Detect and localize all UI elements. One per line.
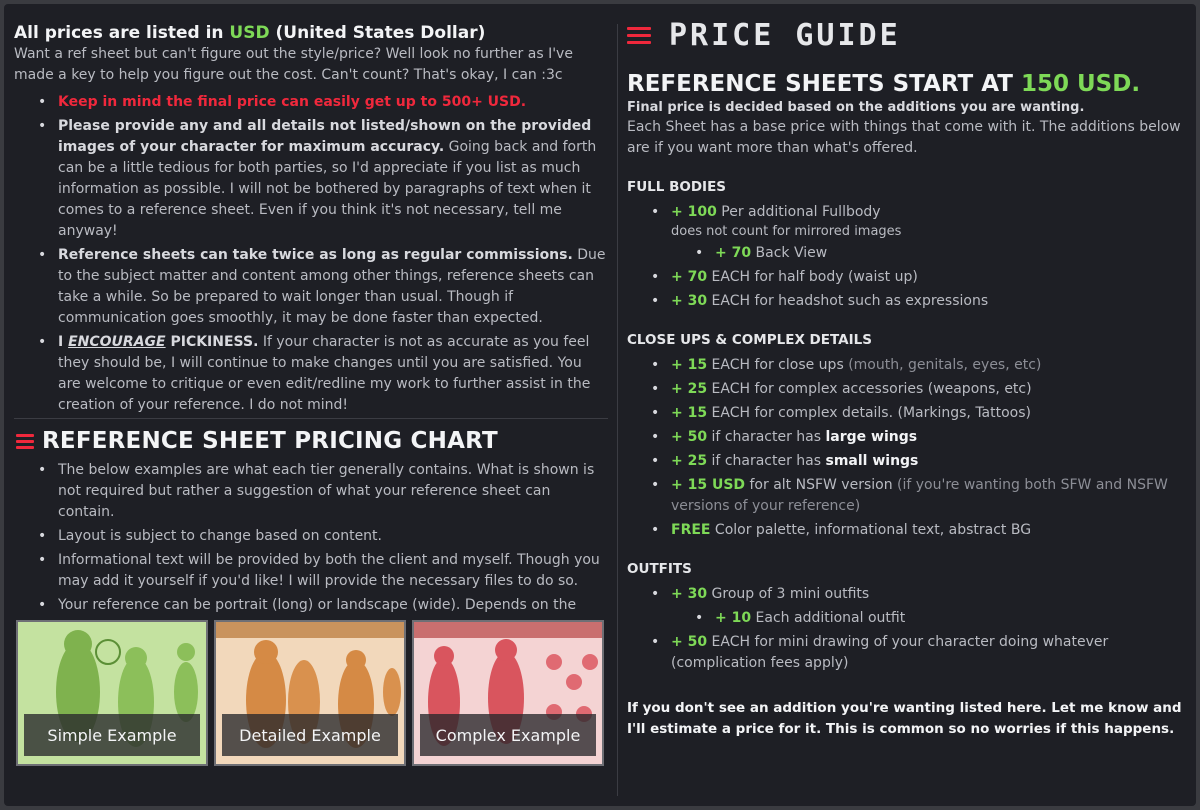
example-caption: Detailed Example <box>222 714 398 756</box>
price-emphasis: small wings <box>825 453 919 469</box>
list-item <box>58 332 608 416</box>
price-amount: + 70 <box>671 269 708 285</box>
list-item <box>671 202 1187 223</box>
close-ups-list <box>671 355 1187 541</box>
base-price-value: 150 USD. <box>1020 71 1141 97</box>
base-price-heading <box>627 70 1187 98</box>
mirror-note: does not count for mirrored images <box>671 224 902 239</box>
price-amount: + 15 USD <box>671 477 746 493</box>
price-amount: + 30 <box>671 586 708 602</box>
list-item <box>58 92 608 113</box>
close-ups-heading: CLOSE UPS & COMPLEX DETAILS <box>627 332 872 348</box>
details-heading: Please provide any and all details not listed/shown on the provided images of your character for maximum accuracy. <box>58 118 592 155</box>
price-desc: EACH for complex details. (Markings, Tattoos) <box>707 405 1032 421</box>
list-item <box>715 608 1187 629</box>
list-item <box>671 584 1187 605</box>
list-item <box>671 451 1187 472</box>
list-item <box>58 245 608 329</box>
list-item <box>671 475 1187 517</box>
price-desc: if character has <box>707 453 826 469</box>
outfits-sublist <box>715 608 1187 629</box>
pickiness-text: If your character is not as accurate as you feel they should be, I will continue to make changes until you are satisfied. You are welcome to critique or even edit/redline my work to further assist in the creation of your reference. I do not mind! <box>58 334 591 413</box>
pickiness-emphasis: ENCOURAGE <box>68 334 166 350</box>
price-muted: (mouth, genitals, eyes, etc) <box>843 357 1042 373</box>
price-amount: + 25 <box>671 381 708 397</box>
list-item: • The below examples are what each tier generally contains. What is shown is not required but rather a suggestion of what your reference sheet can contain. <box>58 460 610 523</box>
price-amount: + 10 <box>715 610 752 626</box>
details-text: Going back and forth can be a little tedious for both parties, so I'd appreciate if you list as much information as possible. I will not be bothered by paragraphs of text when it comes to a reference sheet. Even if you think it's not necessary, tell me anyway! <box>58 139 597 239</box>
price-desc: Back View <box>751 245 828 261</box>
currency-heading <box>14 22 608 44</box>
list-item <box>671 355 1187 376</box>
price-desc: EACH for mini drawing of your character doing whatever (complication fees apply) <box>671 634 1109 671</box>
full-bodies-heading: FULL BODIES <box>627 179 727 195</box>
currency-prefix: All prices are listed in <box>14 23 230 43</box>
base-description: Each Sheet has a base price with things that come with it. The additions below are if you want more than what's offered. <box>627 119 1181 156</box>
list-item <box>715 243 1187 264</box>
price-desc: Group of 3 mini outfits <box>707 586 870 602</box>
list-item <box>671 632 1187 674</box>
price-muted: (if you're wanting both SFW and NSFW versions of your reference) <box>671 477 1168 514</box>
menu-icon[interactable] <box>627 23 651 48</box>
list-item: • Layout is subject to change based on content. <box>58 526 610 547</box>
price-desc: for alt NSFW version <box>745 477 893 493</box>
price-amount: + 15 <box>671 357 708 373</box>
currency-suffix: (United States Dollar) <box>269 23 486 43</box>
price-amount: + 50 <box>671 634 708 650</box>
price-amount: + 70 <box>715 245 752 261</box>
price-desc: Color palette, informational text, abstract BG <box>710 522 1032 538</box>
list-item <box>671 267 1187 288</box>
menu-icon[interactable] <box>16 431 34 452</box>
price-emphasis: large wings <box>825 429 918 445</box>
price-desc: EACH for complex accessories (weapons, etc) <box>707 381 1032 397</box>
price-amount: + 25 <box>671 453 708 469</box>
list-item <box>671 291 1187 312</box>
detailed-example-card[interactable] <box>214 620 406 766</box>
price-desc: Per additional Fullbody <box>716 204 881 220</box>
pickiness-i: I <box>58 334 69 350</box>
outfits-list-2 <box>671 632 1187 674</box>
pricing-chart-section <box>16 428 610 640</box>
outfits-list <box>671 584 1187 605</box>
list-item <box>671 379 1187 400</box>
currency-code: USD <box>229 23 270 43</box>
left-column <box>14 22 608 419</box>
terms-list <box>58 92 608 416</box>
base-price-prefix: REFERENCE SHEETS START AT <box>627 71 1021 97</box>
example-caption: Complex Example <box>420 714 596 756</box>
right-column <box>627 18 1187 740</box>
chart-notes-list <box>58 460 610 637</box>
time-heading: Reference sheets can take twice as long as regular commissions. <box>58 247 573 263</box>
full-bodies-list <box>671 202 1187 223</box>
price-amount: + 50 <box>671 429 708 445</box>
price-amount: + 100 <box>671 204 717 220</box>
list-item: • Informational text will be provided by both the client and myself. Though you may add it yourself if you'd like! I will provide the necessary files to do so. <box>58 550 610 592</box>
complex-example-card[interactable] <box>412 620 604 766</box>
estimate-note: If you don't see an addition you're wanting listed here. Let me know and I'll estimate a price for it. This is common so no worries if this happens. <box>627 700 1182 737</box>
full-bodies-list-2 <box>671 267 1187 312</box>
full-bodies-sublist <box>715 243 1187 264</box>
list-item: • Your reference can be portrait (long) or landscape (wide). Depends on the <box>58 595 610 637</box>
list-item <box>671 427 1187 448</box>
final-price-note: Final price is decided based on the additions you are wanting. <box>627 100 1085 115</box>
outfits-heading: OUTFITS <box>627 561 692 577</box>
column-divider <box>617 24 618 796</box>
list-item <box>671 403 1187 424</box>
price-guide-title: PRICE GUIDE <box>669 17 901 53</box>
pricing-chart-title: REFERENCE SHEET PRICING CHART <box>42 428 498 454</box>
simple-example-card[interactable] <box>16 620 208 766</box>
intro-text: Want a ref sheet but can't figure out the style/price? Well look no further as I've made a key to help you figure out the cost. Can't count? That's okay, I can :3c <box>14 46 573 83</box>
pickiness-heading: PICKINESS. <box>165 334 259 350</box>
time-text: Due to the subject matter and content among other things, reference sheets can take a while. So be prepared to wait longer than usual. Though if communication goes smoothly, it may be done faster than expected. <box>58 247 606 326</box>
pricing-chart-header <box>16 428 610 454</box>
price-warning: Keep in mind the final price can easily get up to 500+ USD. <box>58 94 527 110</box>
example-caption: Simple Example <box>24 714 200 756</box>
price-amount: + 15 <box>671 405 708 421</box>
example-gallery <box>16 620 604 766</box>
price-amount: + 30 <box>671 293 708 309</box>
list-item <box>58 116 608 242</box>
price-desc: EACH for headshot such as expressions <box>707 293 989 309</box>
list-item <box>671 520 1187 541</box>
price-desc: Each additional outfit <box>751 610 906 626</box>
price-desc: EACH for half body (waist up) <box>707 269 918 285</box>
price-amount: FREE <box>671 522 711 538</box>
price-guide-header <box>627 18 1187 52</box>
price-desc: if character has <box>707 429 826 445</box>
price-desc: EACH for close ups <box>707 357 844 373</box>
